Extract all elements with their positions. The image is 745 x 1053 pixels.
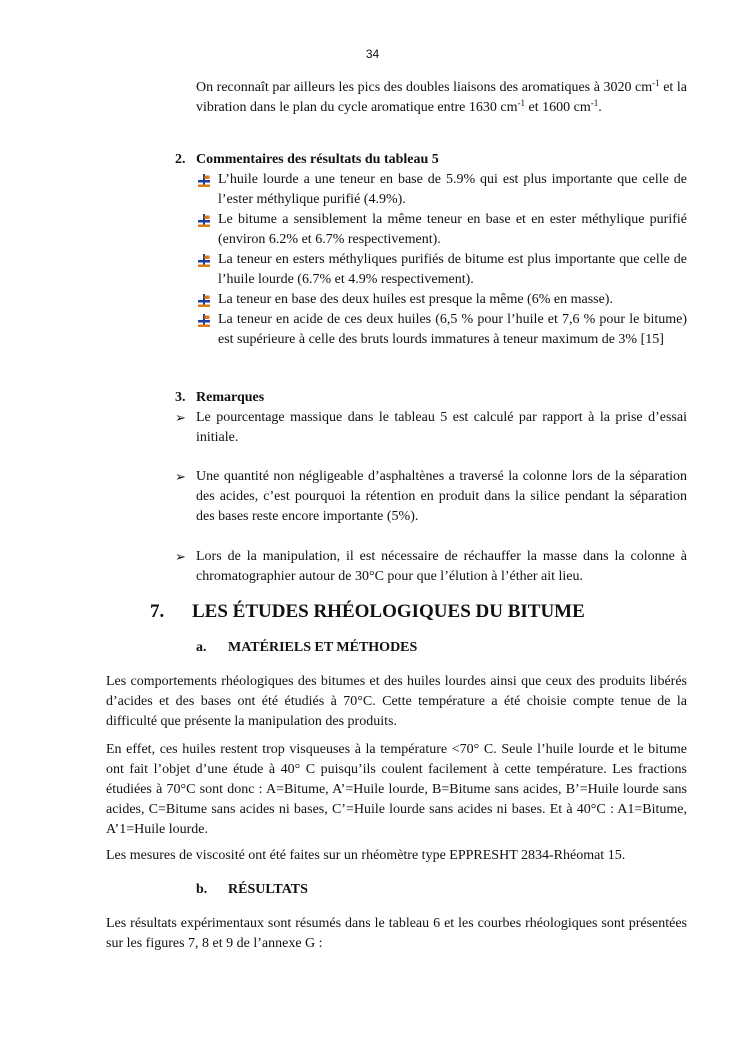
section-3-remark-3 xyxy=(175,547,687,587)
bullet-text: La teneur en esters méthyliques purifiés de bitume est plus importante que celle de l’huile lourde (6.7% et 4.9% respectivement). xyxy=(218,252,687,287)
intro-text-2: et la vibration dans le plan du cycle aromatique entre 1630 cm xyxy=(196,80,687,115)
section-7-title: LES ÉTUDES RHÉOLOGIQUES DU BITUME xyxy=(192,601,585,622)
section-3-title: Remarques xyxy=(196,390,265,405)
bullet-text: La teneur en base des deux huiles est presque la même (6% en masse). xyxy=(218,292,613,307)
subsection-a-title: MATÉRIELS ET MÉTHODES xyxy=(228,640,418,655)
list-item xyxy=(196,290,687,310)
subsection-a-number: a. xyxy=(196,640,207,655)
subsection-b-title: RÉSULTATS xyxy=(228,882,308,897)
list-item xyxy=(196,250,687,290)
bullet-text: Lors de la manipulation, il est nécessaire de réchauffer la masse dans la colonne à chromatographier autour de 30°C pour que l’élution à l’éther ait lieu. xyxy=(196,549,687,584)
bullet-text: L’huile lourde a une teneur en base de 5.9% qui est plus importante que celle de l’ester méthylique purifié (4.9%). xyxy=(218,172,687,207)
intro-text-4: . xyxy=(598,100,602,115)
paragraph-results: Les résultats expérimentaux sont résumés dans le tableau 6 et les courbes rhéologiques sont présentées sur les figures 7, 8 et 9 de l’annexe G : xyxy=(106,916,687,951)
subsection-b-heading xyxy=(196,880,308,900)
arrow-bullet-icon: ➢ xyxy=(175,469,186,484)
arrow-bullet-icon: ➢ xyxy=(175,549,186,564)
bullet-text: Le bitume a sensiblement la même teneur en base et en ester méthylique purifié (environ 6.2% et 6.7% respectivement). xyxy=(218,212,687,247)
flag-bullet-icon xyxy=(198,294,210,307)
list-item xyxy=(196,170,687,210)
arrow-bullet-icon: ➢ xyxy=(175,410,186,425)
bullet-text: La teneur en acide de ces deux huiles (6,5 % pour l’huile et 7,6 % pour le bitume) est supérieure à celle des bruts lourds immatures à teneur maximum de 3% [15] xyxy=(218,312,687,347)
intro-paragraph xyxy=(196,78,687,118)
flag-bullet-icon xyxy=(198,214,210,227)
intro-text-1: On reconnaît par ailleurs les pics des doubles liaisons des aromatiques à 3020 cm xyxy=(196,80,653,95)
section-7-number: 7. xyxy=(150,601,165,622)
section-3-remark-1 xyxy=(175,408,687,448)
bullet-text: Le pourcentage massique dans le tableau 5 est calculé par rapport à la prise d’essai initiale. xyxy=(196,410,687,445)
intro-sup-1: -1 xyxy=(652,78,660,88)
list-item xyxy=(196,210,687,250)
list-item xyxy=(196,310,687,350)
list-item xyxy=(175,467,687,527)
section-2-title: Commentaires des résultats du tableau 5 xyxy=(196,152,439,167)
section-2-bullet-list xyxy=(196,170,687,350)
paragraph-methods-2: En effet, ces huiles restent trop visqueuses à la température <70° C. Seule l’huile lourde et le bitume ont fait l’objet d’une étude à 40° C puisqu’ils coulent facilement à cette température. Les fractions étudiées à 70°C sont donc : A=Bitume, A’=Huile lourde, B=Bitume sans acides, B’=Huile lourde sans acides, C=Bitume sans acides ni bases, C’=Huile lourde sans acides ni bases. Et à 40°C : A1=Bitume, A’1=Huile lourde. xyxy=(106,742,687,837)
paragraph-methods-1: Les comportements rhéologiques des bitumes et des huiles lourdes ainsi que ceux des produits libérés d’acides et des bases ont été étudiés à 70°C. Cette température a été choisie compte tenue de la difficulté que présente la manipulation des produits. xyxy=(106,674,687,729)
section-3-remark-2 xyxy=(175,467,687,527)
section-3-number: 3. xyxy=(175,390,186,405)
bullet-text: Une quantité non négligeable d’asphaltènes a traversé la colonne lors de la séparation des acides, c’est pourquoi la rétention en produit dans la silice pendant la séparation des bases reste encore importante (5%). xyxy=(196,469,687,524)
flag-bullet-icon xyxy=(198,314,210,327)
flag-bullet-icon xyxy=(198,174,210,187)
paragraph-methods-3: Les mesures de viscosité ont été faites sur un rhéomètre type EPPRESHT 2834-Rhéomat 15. xyxy=(106,848,626,863)
section-2-number: 2. xyxy=(175,152,186,167)
list-item xyxy=(175,547,687,587)
list-item xyxy=(175,408,687,448)
intro-text-3: et 1600 cm xyxy=(525,100,591,115)
intro-sup-2: -1 xyxy=(517,98,526,108)
subsection-b-number: b. xyxy=(196,882,208,897)
flag-bullet-icon xyxy=(198,254,210,267)
section-7-heading xyxy=(150,600,585,624)
subsection-a-heading xyxy=(196,638,417,658)
intro-sup-3: -1 xyxy=(590,98,599,108)
section-2-heading xyxy=(175,150,186,170)
page-number: 34 xyxy=(365,47,380,61)
